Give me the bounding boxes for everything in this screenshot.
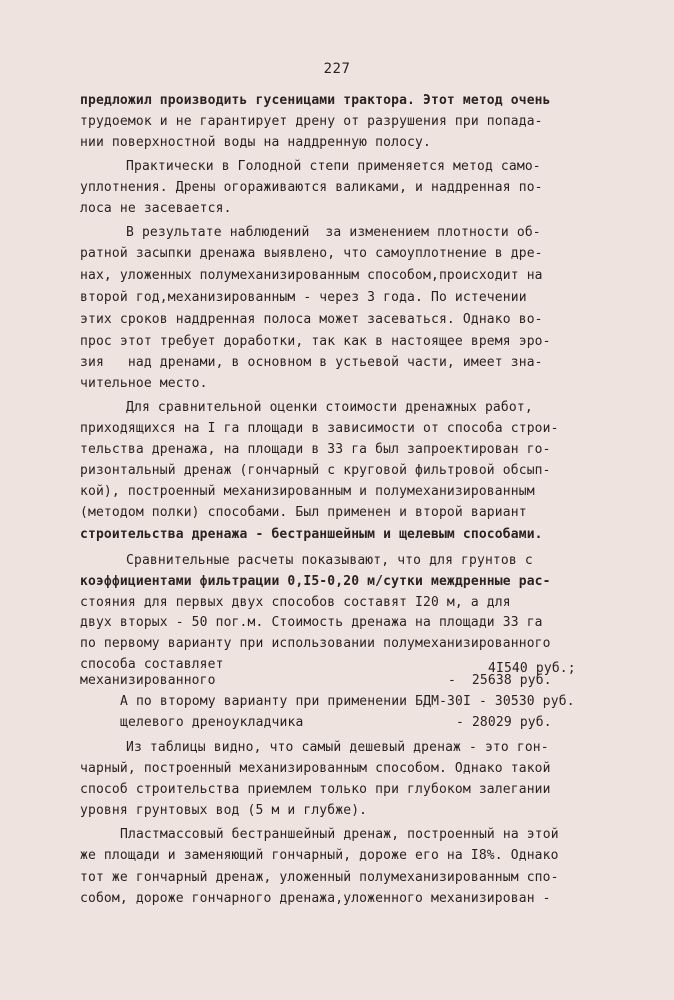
text-line: приходящихся на I га площади в зависимости от способа строи-: [80, 421, 559, 436]
text-line: собом, дороже гончарного дренажа,уложенного механизирован -: [80, 891, 551, 906]
text-line: нии поверхностной воды на наддренную полосу.: [80, 135, 431, 150]
text-line: Для сравнительной оценки стоимости дренажных работ,: [126, 400, 533, 415]
text-line: предложил производить гусеницами трактора. Этот метод очень: [80, 93, 551, 108]
text-line: способ строительства приемлем только при глубоком залегании: [80, 782, 551, 797]
text-line: А по второму варианту при применении БДМ-30I - 30530 руб.: [120, 694, 575, 709]
text-line: ратной засыпки дренажа выявлено, что самоуплотнение в дре-: [80, 246, 543, 261]
text-line: стояния для первых двух способов составят I20 м, а для: [80, 595, 511, 610]
text-line: коэффициентами фильтрации 0,I5-0,20 м/сутки междренные рас-: [80, 574, 551, 589]
text-line: Пластмассовый бестраншейный дренаж, построенный на этой: [120, 827, 559, 842]
text-line: нах, уложенных полумеханизированным способом,происходит на: [80, 268, 543, 283]
text-line: механизированного: [80, 673, 216, 688]
cost-value: - 25638 руб.: [448, 673, 552, 688]
text-line: (методом полки) способами. Был применен и второй вариант: [80, 505, 527, 520]
cost-value: 4I540 руб.;: [488, 661, 576, 676]
text-line: строительства дренажа - бестраншейным и щелевым способами.: [80, 527, 543, 542]
cost-value: - 28029 руб.: [456, 715, 552, 730]
text-line: уровня грунтовых вод (5 м и глубже).: [80, 803, 368, 818]
text-line: прос этот требует доработки, так как в настоящее время эро-: [80, 334, 551, 349]
text-line: Из таблицы видно, что самый дешевый дренаж - это гон-: [126, 740, 549, 755]
text-line: по первому варианту при использовании полумеханизированного: [80, 636, 551, 651]
text-line: лоса не засевается.: [80, 201, 232, 216]
text-line: двух вторых - 50 пог.м. Стоимость дренажа на площади 33 га: [80, 615, 543, 630]
text-line: Сравнительные расчеты показывают, что для грунтов с: [126, 553, 533, 568]
text-line: Практически в Голодной степи применяется метод само-: [126, 159, 541, 174]
page-number: 227: [323, 61, 351, 77]
text-line: второй год,механизированным - через 3 года. По истечении: [80, 290, 527, 305]
text-line: ризонтальный дренаж (гончарный с круговой фильтровой обсып-: [80, 463, 551, 478]
text-line: тельства дренажа, на площади в 33 га был запроектирован го-: [80, 442, 551, 457]
text-line: чительное место.: [80, 376, 208, 391]
text-line: трудоемок и не гарантирует дрену от разрушения при попада-: [80, 114, 543, 129]
text-line: В результате наблюдений за изменением плотности об-: [126, 225, 541, 240]
text-line: способа составляет: [80, 657, 224, 672]
text-line: кой), построенный механизированным и полумеханизированным: [80, 484, 535, 499]
text-line: щелевого дреноукладчика: [120, 715, 304, 730]
text-line: тот же гончарный дренаж, уложенный полумеханизированным спо-: [80, 870, 559, 885]
text-line: чарный, построенный механизированным способом. Однако такой: [80, 761, 551, 776]
text-line: зия над дренами, в основном в устьевой части, имеет зна-: [80, 355, 543, 370]
text-line: этих сроков наддренная полоса может засеваться. Однако во-: [80, 312, 543, 327]
text-line: уплотнения. Дрены огораживаются валиками, и наддренная по-: [80, 180, 543, 195]
text-line: же площади и заменяющий гончарный, дороже его на I8%. Однако: [80, 848, 559, 863]
